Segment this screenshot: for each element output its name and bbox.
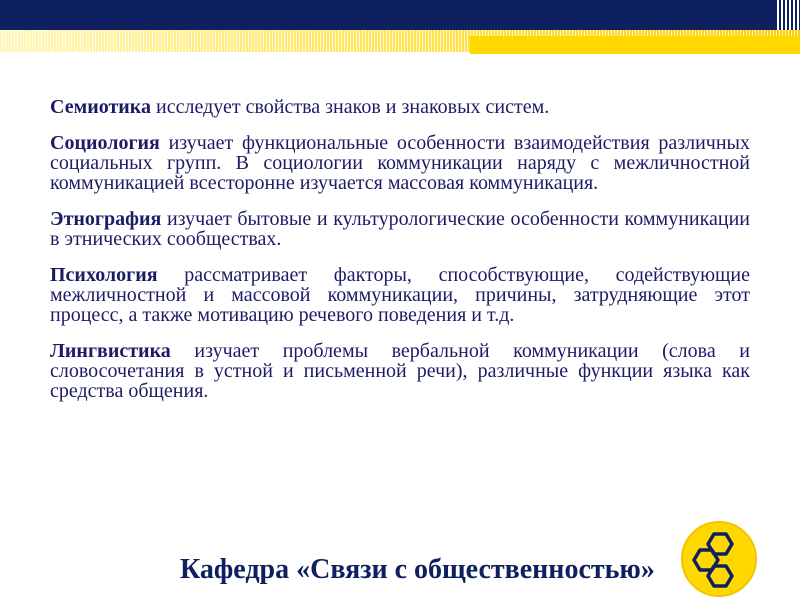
text-sociology: изучает функциональные особенности взаимодействия различных социальных групп. В социологии коммуникации наряду с межличностной коммуникацией всесторонне изучается массовая коммуникация. (50, 132, 750, 194)
slide-body (50, 97, 750, 417)
header-band (0, 0, 775, 30)
text-ethnography: изучает бытовые и культурологические особенности коммуникации в этнических сообществах. (50, 208, 750, 250)
term-ethnography: Этнография (50, 208, 162, 230)
paragraph-sociology (50, 133, 750, 193)
text-linguistics: изучает проблемы вербальной коммуникации (слова и словосочетания в устной и письменной речи), различные функции языка как средства общения. (50, 340, 750, 402)
paragraph-ethnography (50, 209, 750, 249)
paragraph-linguistics (50, 341, 750, 401)
term-semiotics: Семиотика (50, 96, 152, 118)
text-psychology: рассматривает факторы, способствующие, содействующие межличностной и массовой коммуникации, причины, затрудняющие этот процесс, а также мотивацию речевого поведения и т.д. (50, 264, 750, 326)
term-linguistics: Лингвистика (50, 340, 171, 362)
decorative-yellow-bar (470, 36, 800, 54)
paragraph-psychology (50, 265, 750, 325)
paragraph-semiotics (50, 97, 750, 117)
term-sociology: Социология (50, 132, 160, 154)
term-psychology: Психология (50, 264, 158, 286)
department-title: Кафедра «Связи с общественностью» (180, 554, 655, 585)
honeycomb-logo-icon (680, 520, 758, 598)
text-semiotics: исследует свойства знаков и знаковых систем. (151, 96, 550, 118)
header-stripes (775, 0, 800, 30)
